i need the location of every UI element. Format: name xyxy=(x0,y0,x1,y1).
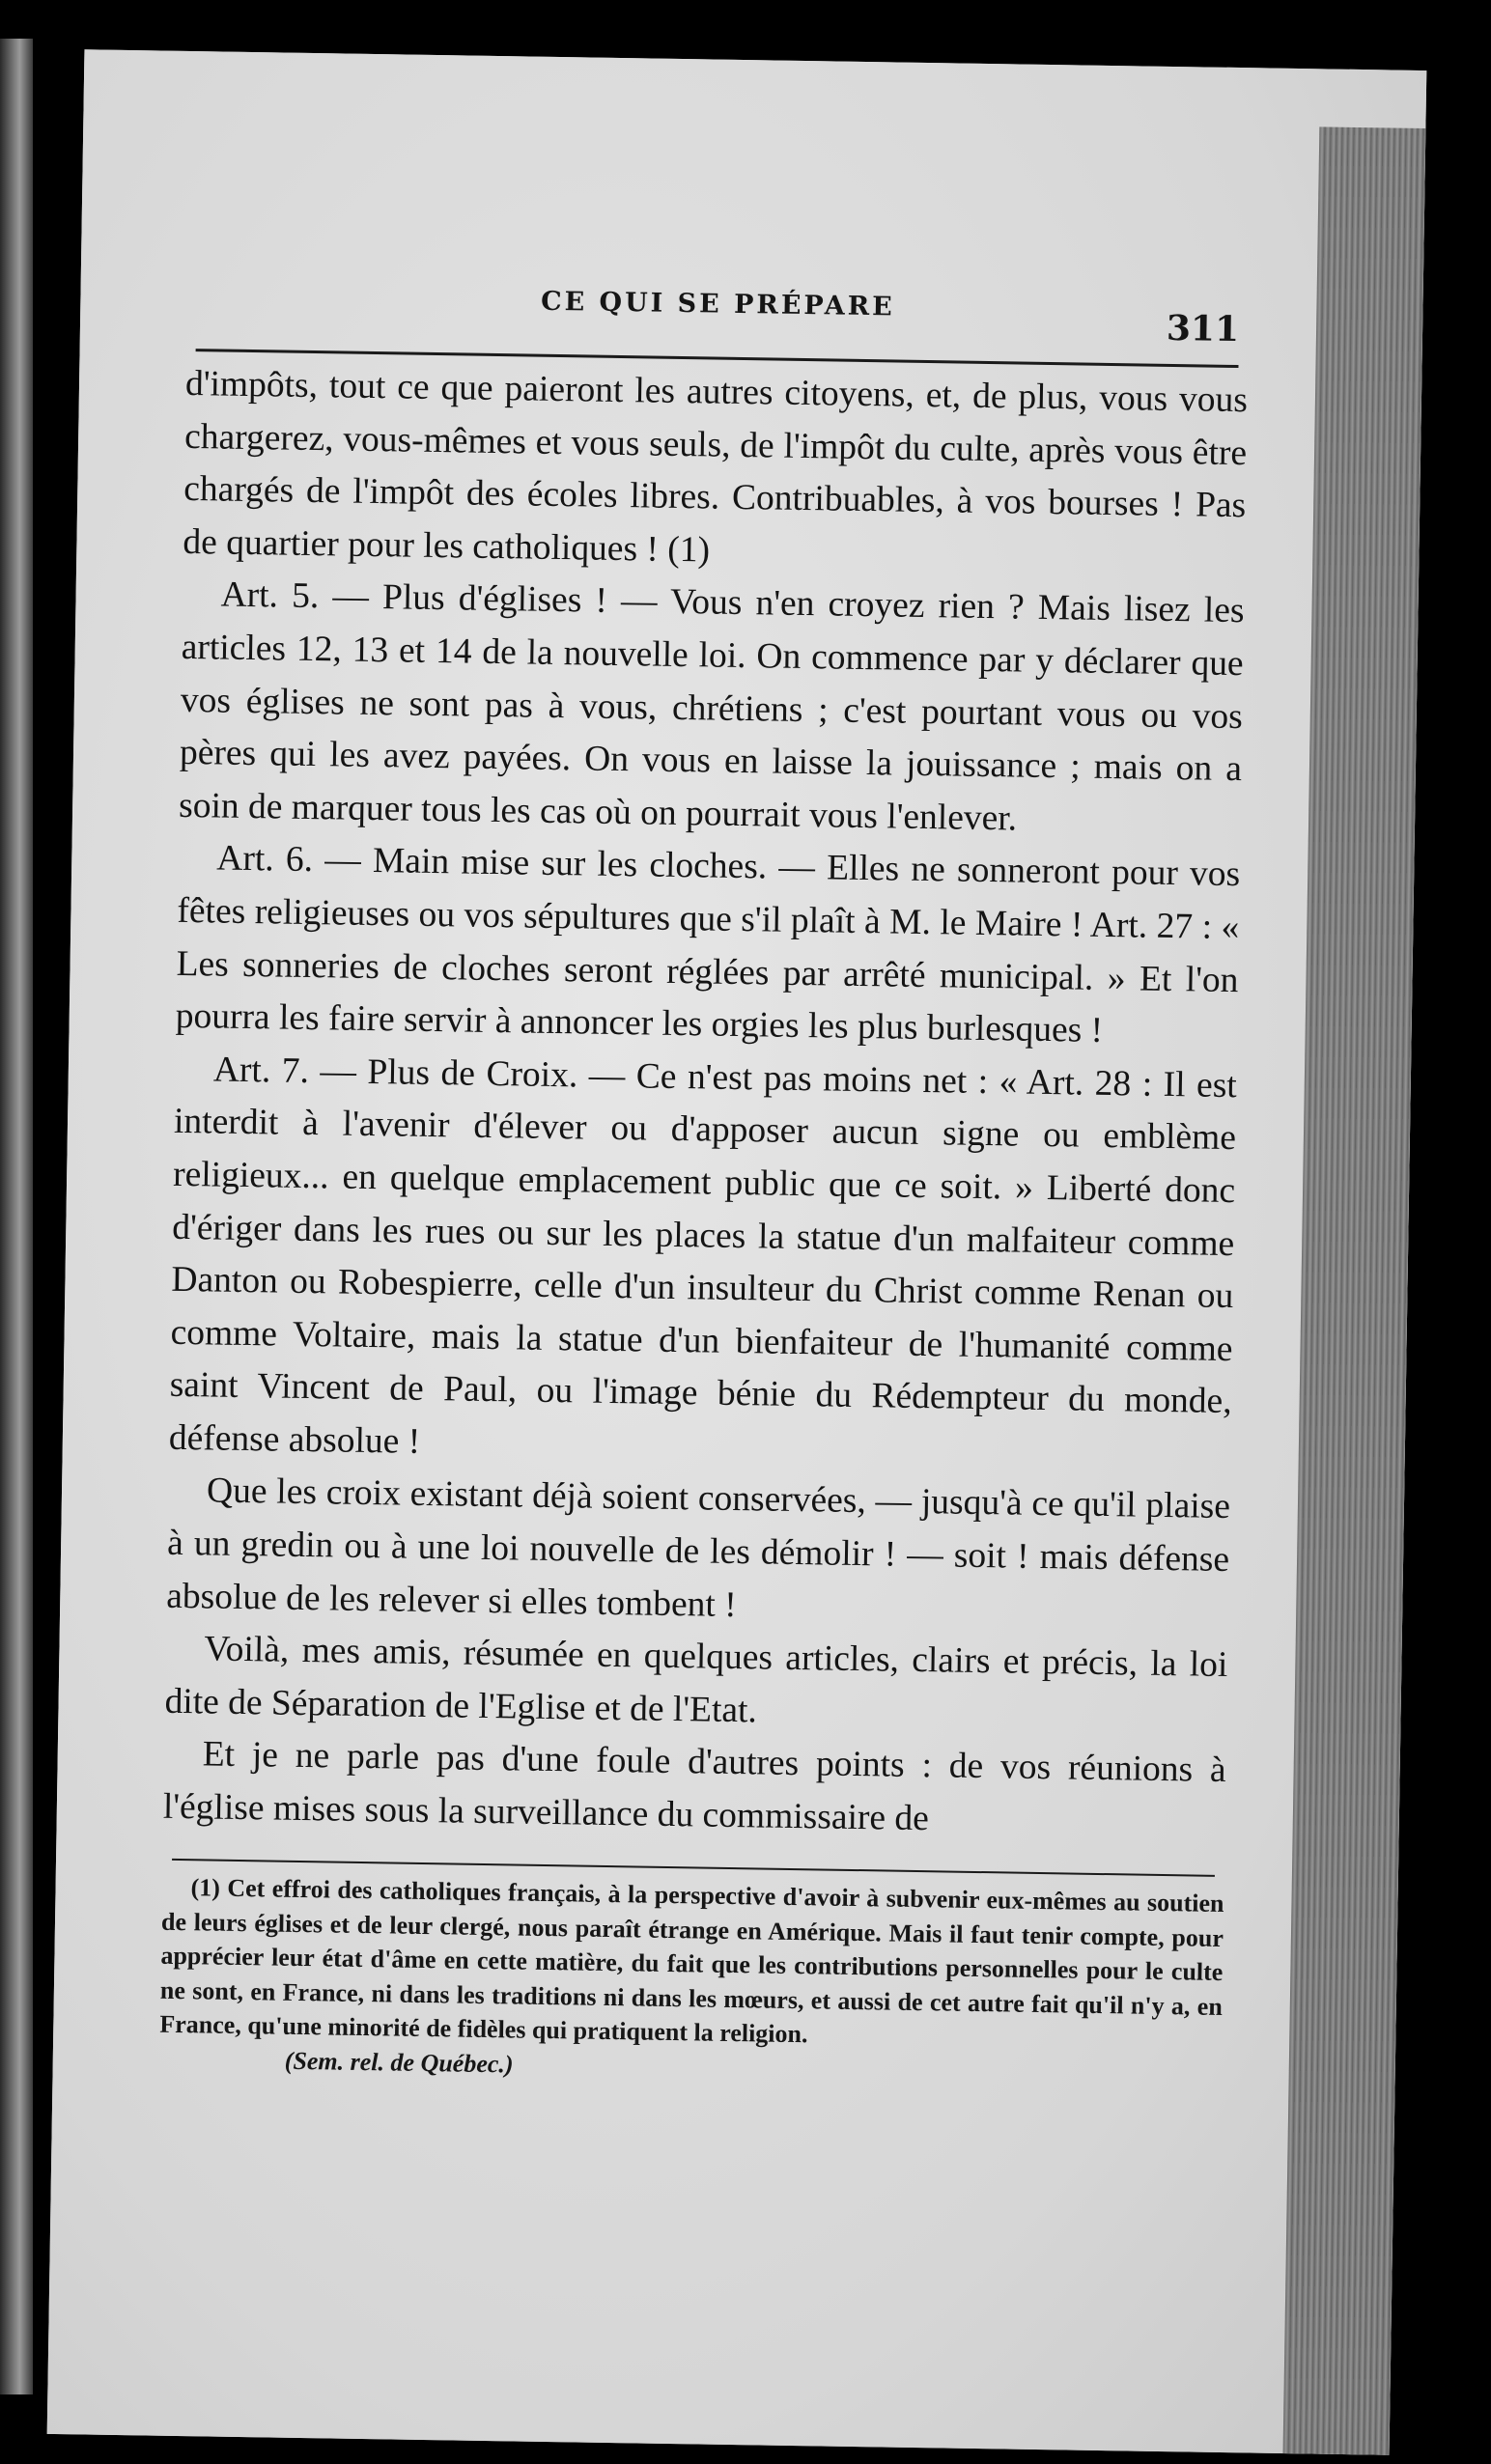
footnote xyxy=(159,1870,1224,2092)
paragraph-continuation: d'impôts, tout ce que paieront les autres citoyens, et, de plus, vous vous chargerez, vous-mêmes et vous seuls, de l'impôt du culte, après vous être chargés de l'impôt des écoles libres. Contribuables, à vos bourses ! Pas de quartier pour les catholiques ! (1) xyxy=(183,363,1249,571)
paragraph-other-points: Et je ne parle pas d'une foule d'autres points : de vos réunions à l'église mises sous la surveillance du commissaire de xyxy=(162,1734,1226,1839)
paragraph-croix: Que les croix existant déjà soient conservées, — jusqu'à ce qu'il plaise à un gredin ou à une loi nouvelle de les démolir ! — soit ! mais défense absolue de les relever si elles tombent ! xyxy=(166,1470,1231,1625)
page-number: 311 xyxy=(1166,307,1240,350)
book-page xyxy=(47,49,1427,2455)
page-stack-edge xyxy=(1283,126,1426,2454)
paragraph-art-6: Art. 6. — Main mise sur les cloches. — Elles ne sonneront pour vos fêtes religieuses ou vos sépultures que s'il plaît à M. le Maire ! Art. 27 : « Les sonneries de cloches seront réglées par arrêté municipal. » Et l'on pourra les faire servir à annoncer les orgies les plus burlesques ! xyxy=(175,838,1241,1051)
page-header xyxy=(196,271,1240,355)
previous-page-edge xyxy=(0,39,33,2394)
paragraph-summary: Voilà, mes amis, résumée en quelques articles, clairs et précis, la loi dite de Séparation de l'Eglise et de l'Etat. xyxy=(164,1629,1228,1731)
paragraph-art-7: Art. 7. — Plus de Croix. — Ce n'est pas moins net : « Art. 28 : Il est interdit à l'avenir d'élever ou d'apposer aucun signe ou emblème religieux... en quelque emplacement public que ce soit. » Liberté donc d'ériger dans les rues ou sur les places la statue d'un malfaiteur comme Danton ou Robespierre, celle d'un insulteur du Christ comme Renan ou comme Voltaire, mais la statue d'un bienfaiteur de l'humanité comme saint Vincent de Paul, ou l'image bénie du Rédempteur du monde, défense absolue ! xyxy=(168,1050,1238,1462)
paragraph-art-5: Art. 5. — Plus d'églises ! — Vous n'en croyez rien ? Mais lisez les articles 12, 13 et 14 de la nouvelle loi. On commence par y déclarer que vos églises ne sont pas à vous, chrétiens ; c'est pourtant vous ou vos pères qui les avez payées. On vous en laisse la jouissance ; mais on a soin de marquer tous les cas où on pourrait vous l'enlever. xyxy=(178,574,1245,839)
footnote-text: (1) Cet effroi des catholiques français, à la perspective d'avoir à subvenir eux-mêmes au soutien de leurs églises et de leur clergé, nous paraît étrange en Amérique. Mais il faut tenir compte, pour apprécier leur état d'âme en cette matière, du fait que les contributions personnelles pour le culte ne sont, en France, ni dans les traditions ni dans les mœurs, et aussi de cet autre fait qu'il n'y a, en France, qu'une minorité de fidèles qui pratiquent la religion. xyxy=(159,1873,1224,2049)
body-text xyxy=(162,358,1248,1851)
footnote-source: (Sem. rel. de Québec.) xyxy=(284,2046,514,2078)
running-head: CE QUI SE PRÉPARE xyxy=(540,286,895,322)
